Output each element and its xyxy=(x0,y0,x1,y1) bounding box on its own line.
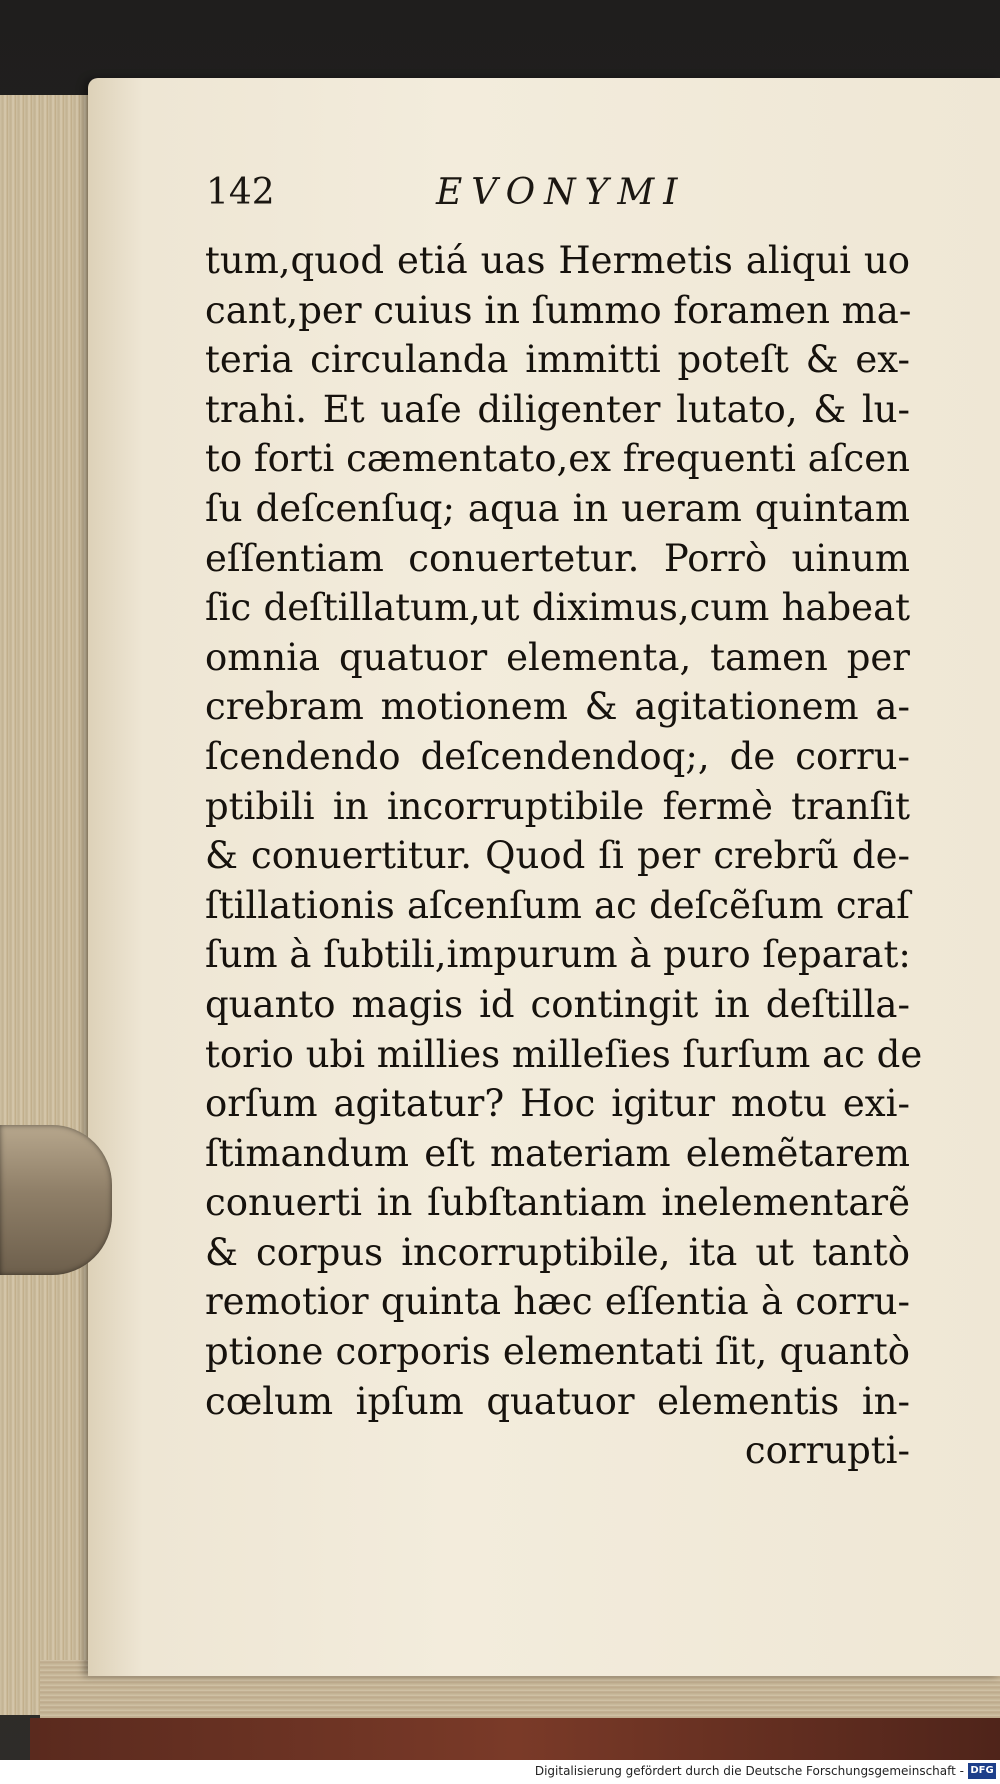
text-line: teria circulanda immitti poteſt & ex- xyxy=(205,338,910,382)
text-line: ſic deſtillatum,ut diximus,cum habeat xyxy=(205,586,910,630)
book-cover xyxy=(30,1718,1000,1760)
text-line: & corpus incorruptibile, ita ut tantò xyxy=(205,1230,910,1274)
dfg-logo-icon: DFG xyxy=(968,1763,996,1779)
running-title: EVONYMI xyxy=(436,172,687,213)
bookmark-ribbon xyxy=(0,1125,112,1275)
book-page-edges xyxy=(0,95,102,1715)
funding-credit: Digitalisierung gefördert durch die Deutsche Forschungsgemeinschaft - xyxy=(534,1764,964,1778)
text-line: ſtimandum eſt materiam elemẽtarem xyxy=(205,1131,910,1175)
text-line: ſu deſcenſuq; aqua in ueram quintam xyxy=(205,486,910,530)
text-line: quanto magis id contingit in deſtilla- xyxy=(205,982,910,1026)
page-header xyxy=(118,172,758,222)
text-line: ſcendendo deſcendendoq;, de corru- xyxy=(205,734,910,778)
text-line: torio ubi millies milleſies ſurſum ac de xyxy=(205,1032,923,1076)
text-line: cœlum ipſum quatuor elementis in- xyxy=(205,1379,910,1423)
text-line: omnia quatuor elementa, tamen per xyxy=(205,635,910,679)
text-line: cant,per cuius in ſummo foramen ma- xyxy=(205,288,912,332)
text-line: ptione corporis elementati ſit, quantò xyxy=(205,1330,910,1374)
catchword: corrupti- xyxy=(744,1429,910,1473)
text-line: eſſentiam conuertetur. Porrò uinum xyxy=(205,536,910,580)
text-line: tum,quod etiá uas Hermetis aliqui uo xyxy=(205,239,910,282)
page-number: 142 xyxy=(206,172,275,213)
footer-bar xyxy=(0,1760,1000,1784)
text-line: remotior quinta hæc eſſentia à corru- xyxy=(205,1280,910,1324)
text-line: conuerti in ſubſtantiam inelementarẽ xyxy=(205,1181,910,1225)
text-line: trahi. Et uaſe diligenter lutato, & lu- xyxy=(205,387,910,431)
text-line: ſtillationis aſcenſum ac deſcẽſum craſ xyxy=(205,883,910,927)
text-line: & conuertitur. Quod ſi per crebrũ de- xyxy=(205,834,910,878)
text-line: ſum à ſubtili,impurum à puro ſeparat: xyxy=(205,933,911,977)
body-text xyxy=(205,236,923,1476)
text-line: orſum agitatur? Hoc igitur motu exi- xyxy=(205,1082,910,1126)
text-line: to forti cæmentato,ex frequenti aſcen xyxy=(205,437,910,481)
text-line: ptibili in incorruptibile fermè tranſit xyxy=(205,784,910,828)
text-line: crebram motionem & agitationem a- xyxy=(205,685,910,729)
